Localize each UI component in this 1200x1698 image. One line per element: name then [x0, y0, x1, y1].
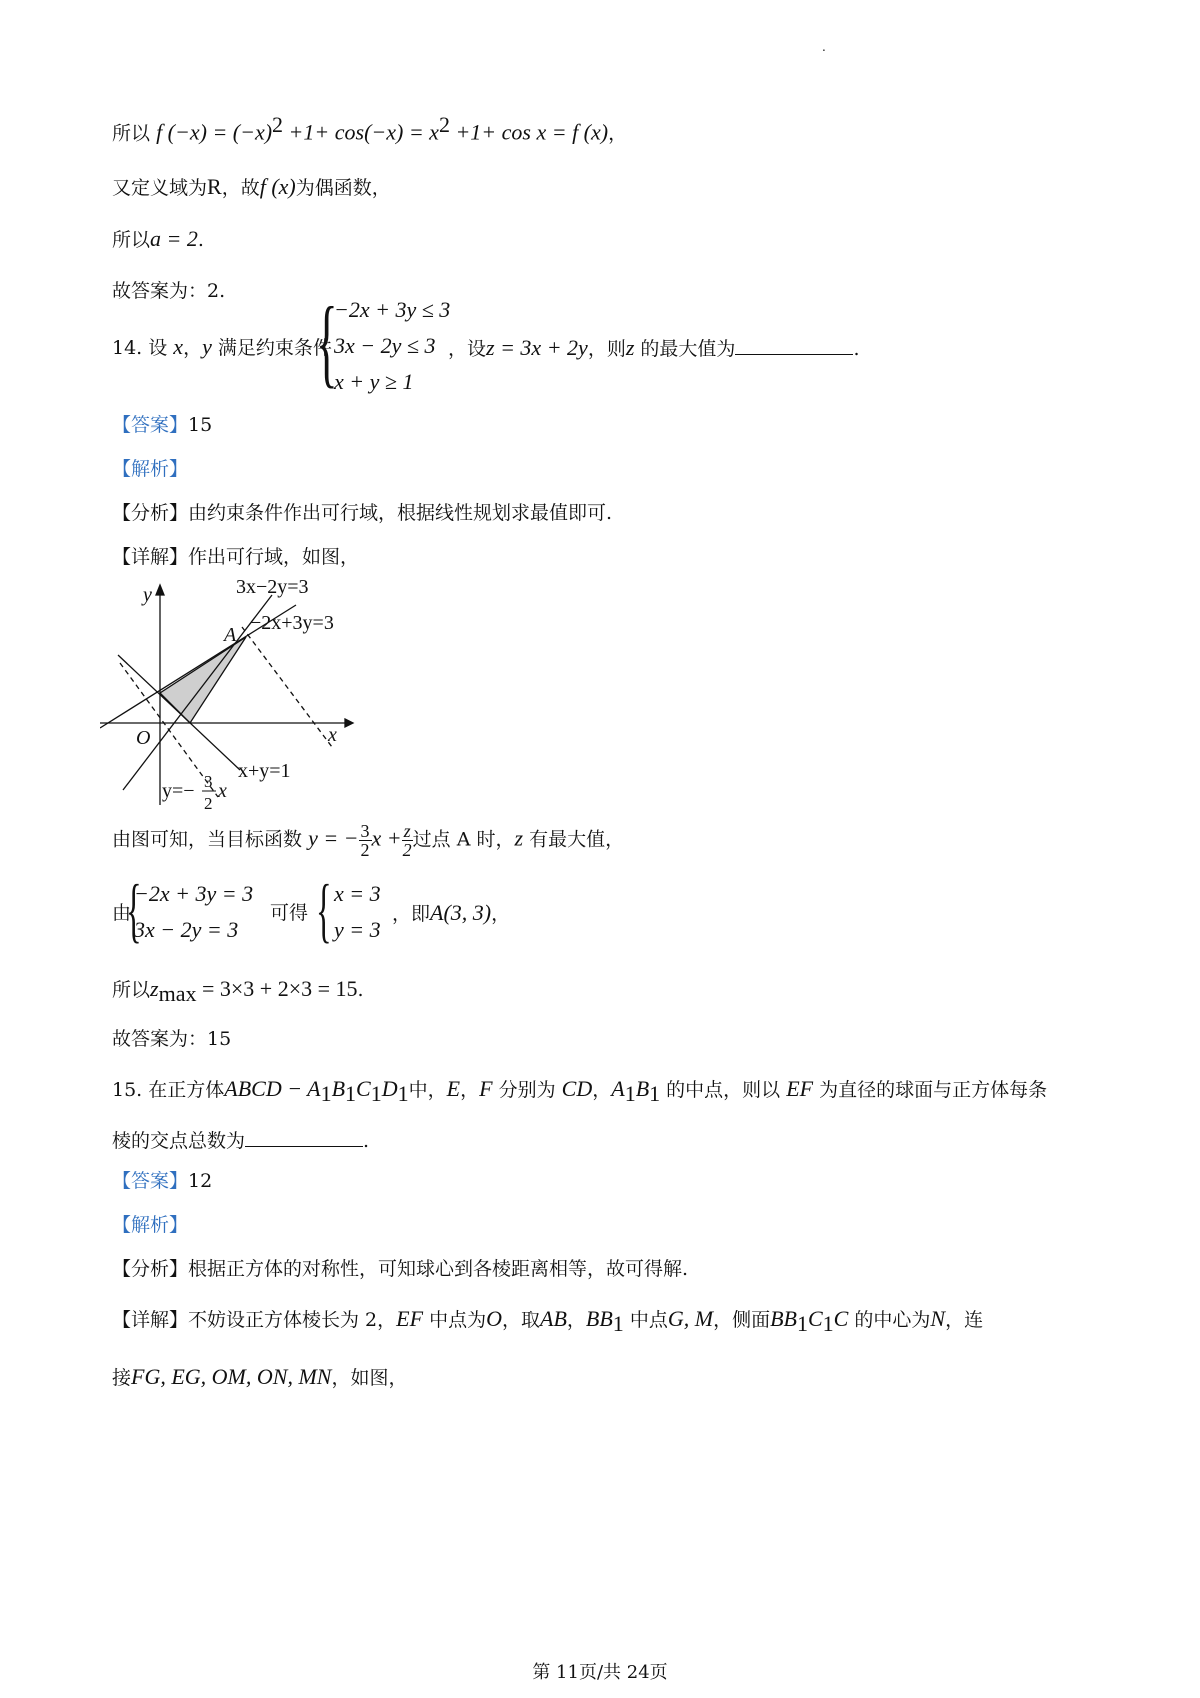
sub: 1 [796, 1310, 808, 1336]
answer-tag: 【答案】 [112, 1170, 189, 1192]
text: ， [460, 1079, 480, 1101]
text: 有最大值， [523, 828, 625, 851]
answer-value: 12 [188, 1170, 213, 1192]
fenxi-tag: 【分析】 [112, 502, 189, 524]
constraint-2: 3x − 2y ≤ 3 [334, 333, 436, 358]
math: f (x) [259, 174, 296, 199]
math: ABCD − A [224, 1076, 321, 1101]
sub: 1 [649, 1080, 661, 1106]
text: 分别为 [492, 1079, 562, 1101]
text: . [197, 229, 204, 251]
answer-value: 15 [188, 414, 213, 436]
text: 的中心为 [848, 1309, 931, 1331]
xiangjie-15-line1 [112, 1304, 983, 1339]
answer-15 [112, 1166, 212, 1196]
text: ， [592, 1079, 612, 1101]
math: z [514, 825, 524, 851]
answer-line-14: 故答案为：15 [112, 1028, 232, 1050]
sub: 1 [320, 1080, 332, 1106]
text: ， [491, 903, 511, 925]
sup: 2 [272, 112, 284, 137]
text: . [357, 979, 364, 1001]
text: 中点 [623, 1309, 668, 1331]
math: G, M [667, 1306, 714, 1331]
answer-14 [112, 410, 212, 440]
math: AB [540, 1306, 567, 1331]
dashed-objective-2 [242, 627, 332, 747]
text: 棱的交点总数为 [112, 1130, 246, 1152]
xiangjie-tag: 【详解】 [112, 546, 189, 568]
line-answer-13: 故答案为：2. [112, 280, 226, 302]
x-axis-arrow [345, 719, 353, 727]
num: z [403, 821, 411, 841]
den: 2 [360, 840, 370, 860]
math: BB [585, 1306, 613, 1331]
eq-2: 3x − 2y = 3 [134, 917, 239, 942]
text: 由图可知，当目标函数 [112, 828, 303, 851]
text: ，设 [448, 338, 487, 360]
dashed-label-num: 3 [204, 772, 213, 791]
fraction-z-2 [402, 822, 413, 859]
text: 的中点，则以 [660, 1079, 787, 1101]
fenxi-text: 由约束条件作出可行域，根据线性规划求最值即可. [188, 502, 613, 524]
math: B [331, 1076, 346, 1101]
xiangjie-text: 作出可行域，如图， [188, 546, 360, 568]
text: 为偶函数， [295, 177, 391, 199]
line-a-value [112, 224, 204, 255]
solve-line-prefix: 由 [112, 902, 132, 924]
math: z [150, 976, 159, 1001]
math: z = 3x + 2y [486, 335, 588, 360]
math: C [807, 1306, 823, 1331]
text: 15. 在正方体 [112, 1079, 225, 1101]
math: CD [561, 1076, 593, 1101]
text: 所以 [112, 979, 151, 1001]
text: . [363, 1130, 370, 1152]
xiangjie-tag: 【详解】 [112, 1309, 189, 1331]
math: R [207, 174, 222, 199]
dashed-label-post: x [218, 780, 227, 802]
math: F [479, 1076, 493, 1101]
text: 不妨设正方体棱长为 2， [188, 1309, 397, 1331]
math: EF [396, 1306, 424, 1331]
brace-solve-2: { [316, 870, 332, 950]
line3-label: x+y=1 [238, 760, 291, 782]
xiangjie-14 [112, 542, 359, 572]
sub: 1 [624, 1080, 636, 1106]
line-domain [112, 172, 391, 203]
text: 为直径的球面与正方体每条 [813, 1079, 1048, 1101]
math: +1+ cos(−x) = x [283, 119, 439, 145]
constraint-3: x + y ≥ 1 [334, 369, 414, 394]
question-15-line2 [112, 1124, 369, 1156]
question-14 [112, 332, 332, 363]
sol-y: y = 3 [334, 917, 381, 942]
brace-14: { [316, 286, 338, 397]
text: 过点 A 时， [412, 828, 515, 851]
num: 3 [360, 821, 370, 841]
text: 中， [408, 1079, 447, 1101]
sol-x: x = 3 [334, 881, 381, 906]
answer-blank [245, 1124, 363, 1147]
sub: 1 [612, 1310, 624, 1336]
math: y = − [308, 825, 359, 851]
analysis-tag-15: 【解析】 [112, 1214, 189, 1236]
subscript: max [158, 980, 197, 1006]
point-a-label: A [224, 624, 237, 646]
math: A(3, 3) [430, 900, 492, 925]
text: ，即 [392, 903, 431, 925]
solve-line-tail [392, 898, 510, 929]
sub: 1 [345, 1080, 357, 1106]
math: FG, EG, OM, ON, MN [131, 1364, 332, 1389]
objective-line [112, 822, 624, 859]
fenxi-text: 根据正方体的对称性，可知球心到各棱距离相等，故可得解. [188, 1258, 689, 1280]
math: z [625, 335, 635, 360]
math: BB [770, 1306, 797, 1331]
math: C [833, 1306, 849, 1331]
math: f (−x) = (−x) [156, 119, 273, 145]
brace-solve-1: { [126, 870, 142, 950]
text: 14. 设 [112, 337, 174, 359]
text: ，连 [945, 1309, 984, 1331]
text: 所以 [112, 229, 151, 251]
zmax-line [112, 974, 364, 1009]
math: D [381, 1076, 398, 1101]
question-14-tail [448, 332, 859, 364]
solve-system-1 [134, 876, 253, 948]
math: x [173, 334, 184, 359]
corner-dot: . [822, 40, 826, 54]
text: 所以 [112, 122, 151, 145]
sub: 1 [397, 1080, 409, 1106]
text: ，如图， [331, 1367, 408, 1389]
sub: 1 [822, 1310, 834, 1336]
line2-label: −2x+3y=3 [250, 612, 334, 634]
math: EF [786, 1076, 814, 1101]
den: 2 [402, 840, 412, 860]
text: 又定义域为 [112, 177, 208, 199]
fenxi-14 [112, 498, 612, 528]
answer-tag: 【答案】 [112, 414, 189, 436]
math: = 3×3 + 2×3 = 15 [196, 976, 358, 1001]
solve-system-2 [334, 876, 381, 948]
dashed-label-den: 2 [204, 794, 213, 813]
text: ，故 [221, 177, 260, 199]
feasible-region-graph [100, 575, 380, 815]
math: +1+ cos x = f (x) [449, 119, 609, 145]
math: C [356, 1076, 371, 1101]
question-15-line1 [112, 1074, 1047, 1109]
text: 接 [112, 1367, 132, 1389]
math: E [446, 1076, 461, 1101]
text: ， [566, 1309, 586, 1331]
math: A [611, 1076, 625, 1101]
text: . [853, 338, 860, 360]
math: a = 2 [150, 226, 198, 251]
text: ，取 [501, 1309, 540, 1331]
math: O [486, 1306, 502, 1331]
text: ， [183, 337, 203, 359]
fenxi-15 [112, 1254, 688, 1284]
math: y [202, 334, 212, 359]
line1-label: 3x−2y=3 [236, 576, 309, 598]
text: 中点为 [423, 1309, 487, 1331]
constraint-1: −2x + 3y ≤ 3 [334, 297, 451, 322]
origin-label: O [136, 727, 151, 749]
text: 满足约束条件 [211, 337, 332, 359]
sup: 2 [438, 112, 450, 137]
x-axis-label: x [328, 724, 337, 746]
text: 的最大值为 [634, 338, 736, 360]
page-footer: 第 11页/共 24页 [532, 1662, 668, 1683]
sub: 1 [370, 1080, 382, 1106]
math: B [635, 1076, 650, 1101]
answer-blank [735, 332, 853, 355]
math: N [930, 1306, 946, 1331]
analysis-tag-14: 【解析】 [112, 458, 189, 480]
feasible-region [160, 637, 246, 723]
xiangjie-15-line2 [112, 1362, 407, 1393]
text: ，则 [587, 338, 626, 360]
text: ，侧面 [713, 1309, 771, 1331]
y-axis-arrow [156, 585, 164, 595]
line-even-function-proof [112, 110, 627, 148]
dashed-label-pre: y=− [162, 780, 195, 802]
fenxi-tag: 【分析】 [112, 1258, 189, 1280]
text: ， [608, 122, 628, 145]
fraction-3-2 [359, 822, 372, 859]
constraint-system [334, 292, 450, 400]
eq-1: −2x + 3y = 3 [134, 881, 254, 906]
solve-line-mid: 可得 [270, 902, 309, 924]
y-axis-label: y [143, 584, 152, 606]
math: x + [371, 825, 402, 851]
